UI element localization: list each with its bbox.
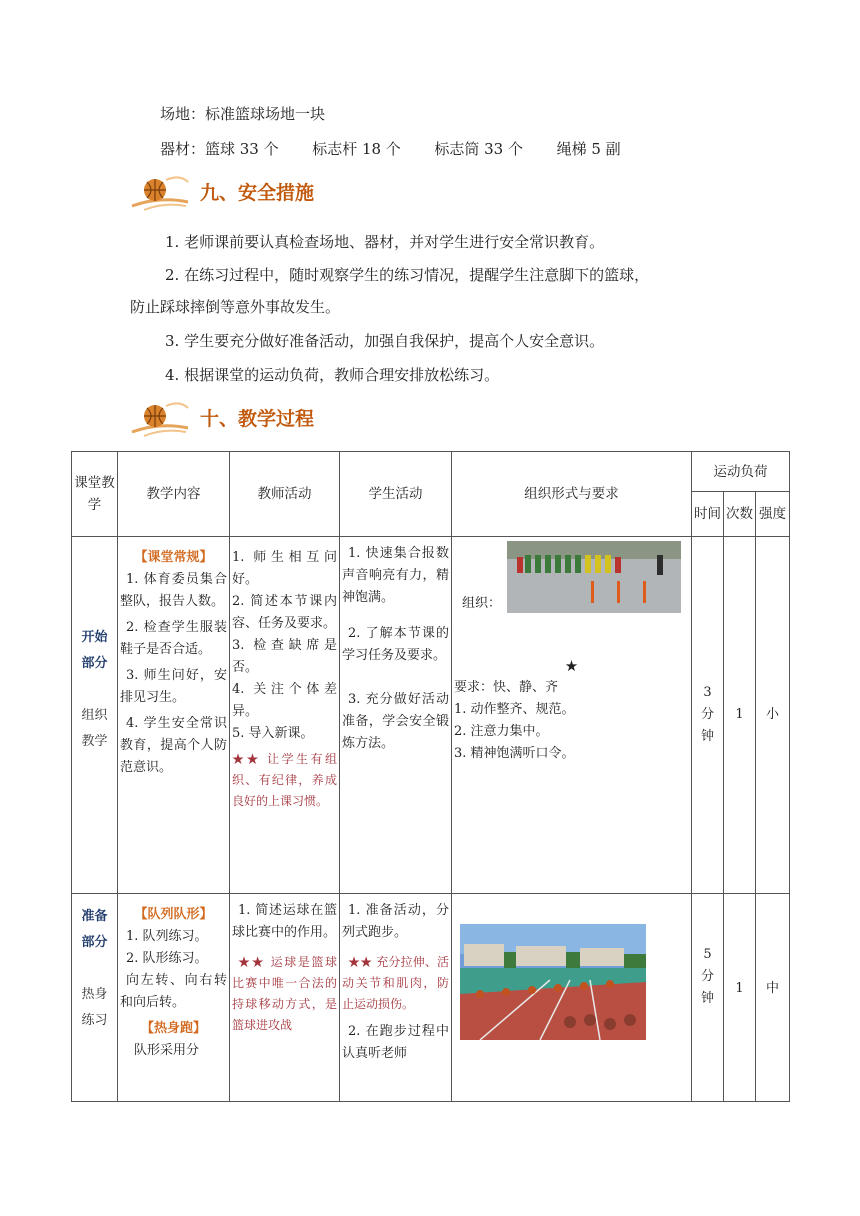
equipment-ball: 器材：篮球 33 个 xyxy=(160,140,279,158)
time-value: 3 xyxy=(703,685,712,700)
teacher-item-3: 3. 检查缺席是否。 xyxy=(232,638,337,675)
student-item-2: 2. 了解本节课的学习任务及要求。 xyxy=(342,626,449,663)
teacher-item-5: 5. 导入新课。 xyxy=(232,726,314,741)
stage-sub-2: 教学 xyxy=(81,734,108,749)
org-cell xyxy=(452,894,692,1102)
teacher-position-star: ★ xyxy=(564,657,579,675)
content-tag: 【课堂常规】 xyxy=(134,550,213,565)
header-content: 教学内容 xyxy=(118,452,230,537)
section10-title: 十、教学过程 xyxy=(200,408,315,430)
stage-main-2: 部分 xyxy=(81,656,108,671)
content-tag-2: 【热身跑】 xyxy=(140,1021,206,1036)
time-unit-2: 钟 xyxy=(700,991,714,1006)
teacher-item-1: 1. 师生相互问好。 xyxy=(232,550,337,587)
teacher-note: ★★ 运球是篮球比赛中唯一合法的持球移动方式，是篮球进攻战 xyxy=(232,955,337,1032)
teacher-cell xyxy=(230,537,340,894)
org-req-2: 2. 注意力集中。 xyxy=(454,724,549,739)
org-req-3: 3. 精神饱满听口令。 xyxy=(454,746,575,761)
content-item-1: 1. 队列练习。 xyxy=(126,929,208,944)
equipment-ladder: 绳梯 5 副 xyxy=(556,140,621,158)
student-item-1: 1. 准备活动，分列式跑步。 xyxy=(342,903,449,940)
stage-main-2: 部分 xyxy=(81,935,108,950)
content-item-3: 向左转、向右转和向后转。 xyxy=(120,973,227,1010)
time-cell xyxy=(692,894,724,1102)
content-item-3: 3. 师生问好，安排见习生。 xyxy=(120,668,227,705)
student-item-3: 3. 充分做好活动准备，学会安全锻炼方法。 xyxy=(342,692,449,751)
student-note: ★★ 充分拉伸、活动关节和肌肉，防止运动损伤。 xyxy=(342,955,449,1011)
header-intensity: 强度 xyxy=(756,492,790,537)
safety-item-4: 4. 根据课堂的运动负荷，教师合理安排放松练习。 xyxy=(165,366,500,384)
table-row xyxy=(72,537,790,894)
count-cell: 1 xyxy=(724,894,756,1102)
safety-item-2-cont: 防止踩球摔倒等意外事故发生。 xyxy=(130,298,341,316)
org-req-1: 1. 动作整齐、规范。 xyxy=(454,702,575,717)
student-item-2: 2. 在跑步过程中认真听老师 xyxy=(342,1024,449,1061)
header-stage: 课堂教学 xyxy=(72,452,118,537)
content-item-4: 队形采用分 xyxy=(134,1043,200,1058)
time-unit-1: 分 xyxy=(700,969,714,984)
content-cell xyxy=(118,894,230,1102)
equipment-poles: 标志杆 18 个 xyxy=(312,140,401,158)
teacher-item-2: 2. 简述本节课内容、任务及要求。 xyxy=(232,594,337,631)
content-tag-1: 【队列队形】 xyxy=(134,907,213,922)
content-item-1: 1. 体育委员集合整队，报告人数。 xyxy=(120,572,227,609)
time-value: 5 xyxy=(703,947,712,962)
assembly-photo xyxy=(507,541,681,613)
stage-start xyxy=(72,537,118,894)
header-count: 次数 xyxy=(724,492,756,537)
student-cell xyxy=(340,894,452,1102)
stage-main-1: 开始 xyxy=(81,630,108,645)
teacher-cell xyxy=(230,894,340,1102)
venue-line: 场地：标准篮球场地一块 xyxy=(160,105,326,123)
time-cell xyxy=(692,537,724,894)
safety-item-2: 2. 在练习过程中，随时观察学生的练习情况，提醒学生注意脚下的篮球， xyxy=(165,266,650,284)
content-item-4: 4. 学生安全常识教育，提高个人防范意识。 xyxy=(120,716,227,775)
stage-sub-1: 组织 xyxy=(81,708,108,723)
content-cell xyxy=(118,537,230,894)
basketball-icon xyxy=(130,398,190,438)
teacher-item-1: 1. 简述运球在篮球比赛中的作用。 xyxy=(232,903,337,940)
org-label: 组织： xyxy=(462,596,502,611)
stage-main-1: 准备 xyxy=(81,909,108,924)
safety-item-3: 3. 学生要充分做好准备活动，加强自我保护，提高个人安全意识。 xyxy=(165,332,605,350)
count-cell: 1 xyxy=(724,537,756,894)
header-load: 运动负荷 xyxy=(692,452,790,492)
stage-prep xyxy=(72,894,118,1102)
header-teacher: 教师活动 xyxy=(230,452,340,537)
student-cell xyxy=(340,537,452,894)
equipment-cones: 标志筒 33 个 xyxy=(434,140,523,158)
header-student: 学生活动 xyxy=(340,452,452,537)
basketball-icon xyxy=(130,172,190,212)
intensity-cell: 中 xyxy=(756,894,790,1102)
org-req-title: 要求：快、静、齐 xyxy=(454,680,559,695)
content-item-2: 2. 检查学生服装鞋子是否合适。 xyxy=(120,620,227,657)
time-unit-2: 钟 xyxy=(700,729,714,744)
org-requirements xyxy=(454,677,575,765)
warmup-photo xyxy=(460,924,646,1040)
header-org: 组织形式与要求 xyxy=(452,452,692,537)
section9-title: 九、安全措施 xyxy=(200,182,315,204)
stage-sub-1: 热身 xyxy=(81,987,108,1002)
header-time: 时间 xyxy=(692,492,724,537)
time-unit-1: 分 xyxy=(700,707,714,722)
equipment-line xyxy=(160,139,621,159)
safety-item-1: 1. 老师课前要认真检查场地、器材，并对学生进行安全常识教育。 xyxy=(165,233,605,251)
content-item-2: 2. 队形练习。 xyxy=(126,951,208,966)
stage-sub-2: 练习 xyxy=(81,1013,108,1028)
table-row xyxy=(72,894,790,1102)
teacher-item-4: 4. 关注个体差异。 xyxy=(232,682,337,719)
teacher-note: ★★ 让学生有组织、有纪律，养成良好的上课习惯。 xyxy=(232,752,337,808)
intensity-cell: 小 xyxy=(756,537,790,894)
org-cell xyxy=(452,537,692,894)
teaching-process-table xyxy=(71,451,790,1102)
student-item-1: 1. 快速集合报数声音响亮有力，精神饱满。 xyxy=(342,546,449,605)
